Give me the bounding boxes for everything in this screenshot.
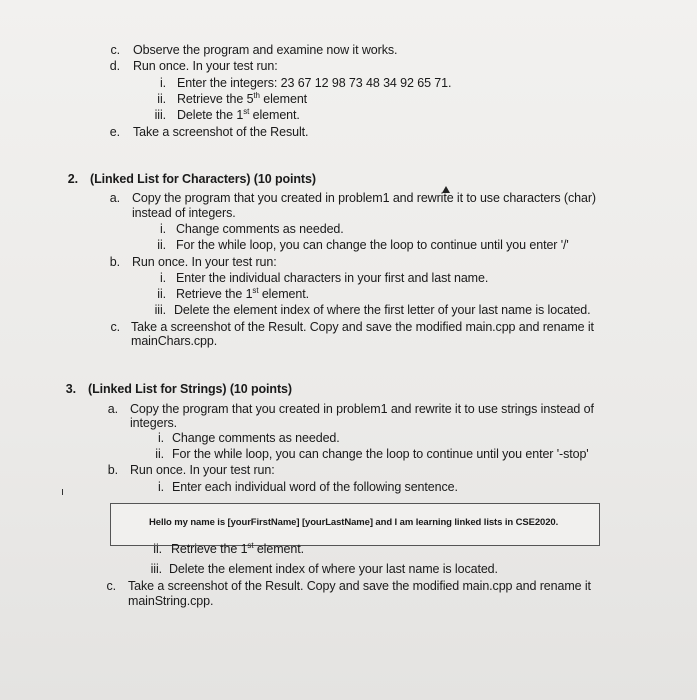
sentence-box	[110, 503, 600, 546]
item-text: For the while loop, you can change the loop to continue until you enter '/'	[176, 238, 569, 252]
item-text: Retrieve the 1st element.	[176, 285, 309, 301]
item-text: Enter the integers: 23 67 12 98 73 48 34 92 65 71.	[177, 76, 452, 90]
problem-title: (Linked List for Characters) (10 points)	[90, 172, 316, 186]
item-text: mainChars.cpp.	[131, 334, 218, 348]
item-text: mainString.cpp.	[128, 594, 214, 608]
item-marker: ii.	[157, 238, 166, 252]
item-marker: e.	[109, 125, 120, 139]
item-marker: i.	[159, 271, 166, 285]
item-text: Take a screenshot of the Result. Copy and save the modified main.cpp and rename it	[128, 579, 591, 593]
item-text: Take a screenshot of the Result. Copy and save the modified main.cpp and rename it	[131, 320, 594, 334]
problem-number: 3.	[65, 382, 76, 396]
item-marker: ii.	[157, 92, 166, 106]
item-text: instead of integers.	[132, 206, 236, 220]
item-text: For the while loop, you can change the loop to continue until you enter '-stop'	[172, 447, 589, 461]
item-marker: i.	[159, 76, 166, 90]
item-text: Retrieve the 5th element	[177, 90, 308, 106]
item-marker: i.	[157, 431, 164, 445]
item-text: Enter each individual word of the following sentence.	[172, 480, 458, 494]
item-marker: a.	[109, 191, 120, 205]
item-marker: i.	[157, 480, 164, 494]
item-marker: ii.	[155, 447, 164, 461]
item-marker: iii.	[154, 108, 166, 122]
problem-number: 2.	[67, 172, 78, 186]
item-marker: ii.	[157, 287, 166, 301]
item-marker: d.	[109, 59, 120, 73]
item-text: Delete the 1st element.	[177, 106, 300, 122]
item-marker: a.	[107, 402, 118, 416]
item-marker: c.	[110, 43, 120, 57]
item-marker: i.	[159, 222, 166, 236]
item-text: Run once. In your test run:	[133, 59, 278, 73]
problem-title: (Linked List for Strings) (10 points)	[88, 382, 292, 396]
item-marker: c.	[110, 320, 120, 334]
item-text: Enter the individual characters in your first and last name.	[176, 271, 489, 285]
item-text: Take a screenshot of the Result.	[133, 125, 309, 139]
item-text: Run once. In your test run:	[132, 255, 277, 269]
item-text: Change comments as needed.	[172, 431, 340, 445]
item-text: Copy the program that you created in problem1 and rewrite it to use strings instead of	[130, 402, 594, 416]
item-text: Change comments as needed.	[176, 222, 344, 236]
item-text: Observe the program and examine now it works.	[133, 43, 398, 57]
item-text: Retrieve the 1st element.	[171, 540, 304, 556]
mouse-cursor-icon	[442, 186, 450, 193]
sentence-text: Hello my name is [yourFirstName] [yourLastName] and I am learning linked lists in CSE2020.	[149, 517, 559, 528]
item-marker: b.	[109, 255, 120, 269]
item-text: Delete the element index of where the first letter of your last name is located.	[174, 303, 591, 317]
item-marker: c.	[106, 579, 116, 593]
item-text: Delete the element index of where your last name is located.	[169, 562, 498, 576]
item-marker: ii.	[153, 542, 162, 556]
item-marker: b.	[107, 463, 118, 477]
item-marker: iii.	[154, 303, 166, 317]
item-text: Run once. In your test run:	[130, 463, 275, 477]
item-text: integers.	[130, 416, 178, 430]
stray-mark	[62, 489, 63, 495]
item-text: Copy the program that you created in problem1 and rewrite it to use characters (char)	[132, 191, 596, 205]
item-marker: iii.	[150, 562, 162, 576]
